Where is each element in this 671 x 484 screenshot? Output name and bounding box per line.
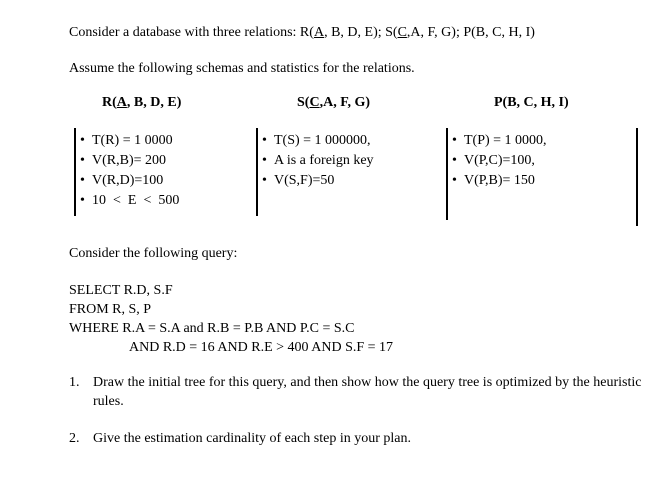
s-stats-list	[262, 131, 374, 191]
schema-r-heading: R(A, B, D, E)	[102, 95, 182, 110]
list-item: • 10 < E < 500	[80, 193, 180, 208]
sql-where: WHERE R.A = S.A and R.B = P.B AND P.C = S.C	[69, 321, 355, 336]
sql-and: AND R.D = 16 AND R.E > 400 AND S.F = 17	[129, 340, 394, 355]
list-item: • V(S,F)=50	[262, 173, 335, 188]
assume-sentence: Assume the following schemas and statistics for the relations.	[69, 61, 415, 76]
list-item: • T(P) = 1 0000,	[452, 133, 547, 148]
question-2: 2. Give the estimation cardinality of each step in your plan.	[69, 431, 412, 446]
r-key-attr: A	[313, 25, 325, 40]
schema-p-heading: P(B, C, H, I)	[494, 95, 569, 110]
p-stats-list	[452, 131, 547, 191]
sql-select: SELECT R.D, S.F	[69, 283, 173, 298]
list-item: • T(R) = 1 0000	[80, 133, 173, 148]
list-item: • V(R,D)=100	[80, 173, 164, 188]
list-item: • T(S) = 1 000000,	[262, 133, 371, 148]
sql-from: FROM R, S, P	[69, 302, 152, 317]
s-stats-right-bar	[446, 128, 448, 220]
p-stats-bar	[636, 128, 638, 226]
intro-sentence: Consider a database with three relations: R(A, B, D, E); S(C,A, F, G); P(B, C, H, I)	[69, 25, 535, 40]
query-intro: Consider the following query:	[69, 246, 238, 261]
s-stats-left-bar	[256, 128, 258, 216]
schema-s-heading: S(C,A, F, G)	[297, 95, 371, 110]
s-key-attr: C	[397, 25, 407, 40]
question-1: 1. Draw the initial tree for this query, and then show how the query tree is optimized by the heuristic rules.	[69, 375, 642, 409]
list-item: • V(R,B)= 200	[80, 153, 167, 168]
r-stats-bar	[74, 128, 76, 216]
r-stats-list	[80, 131, 179, 211]
list-item: • A is a foreign key	[262, 153, 374, 168]
list-item: • V(P,C)=100,	[452, 153, 535, 168]
list-item: • V(P,B)= 150	[452, 173, 535, 188]
sql-query	[69, 281, 393, 357]
